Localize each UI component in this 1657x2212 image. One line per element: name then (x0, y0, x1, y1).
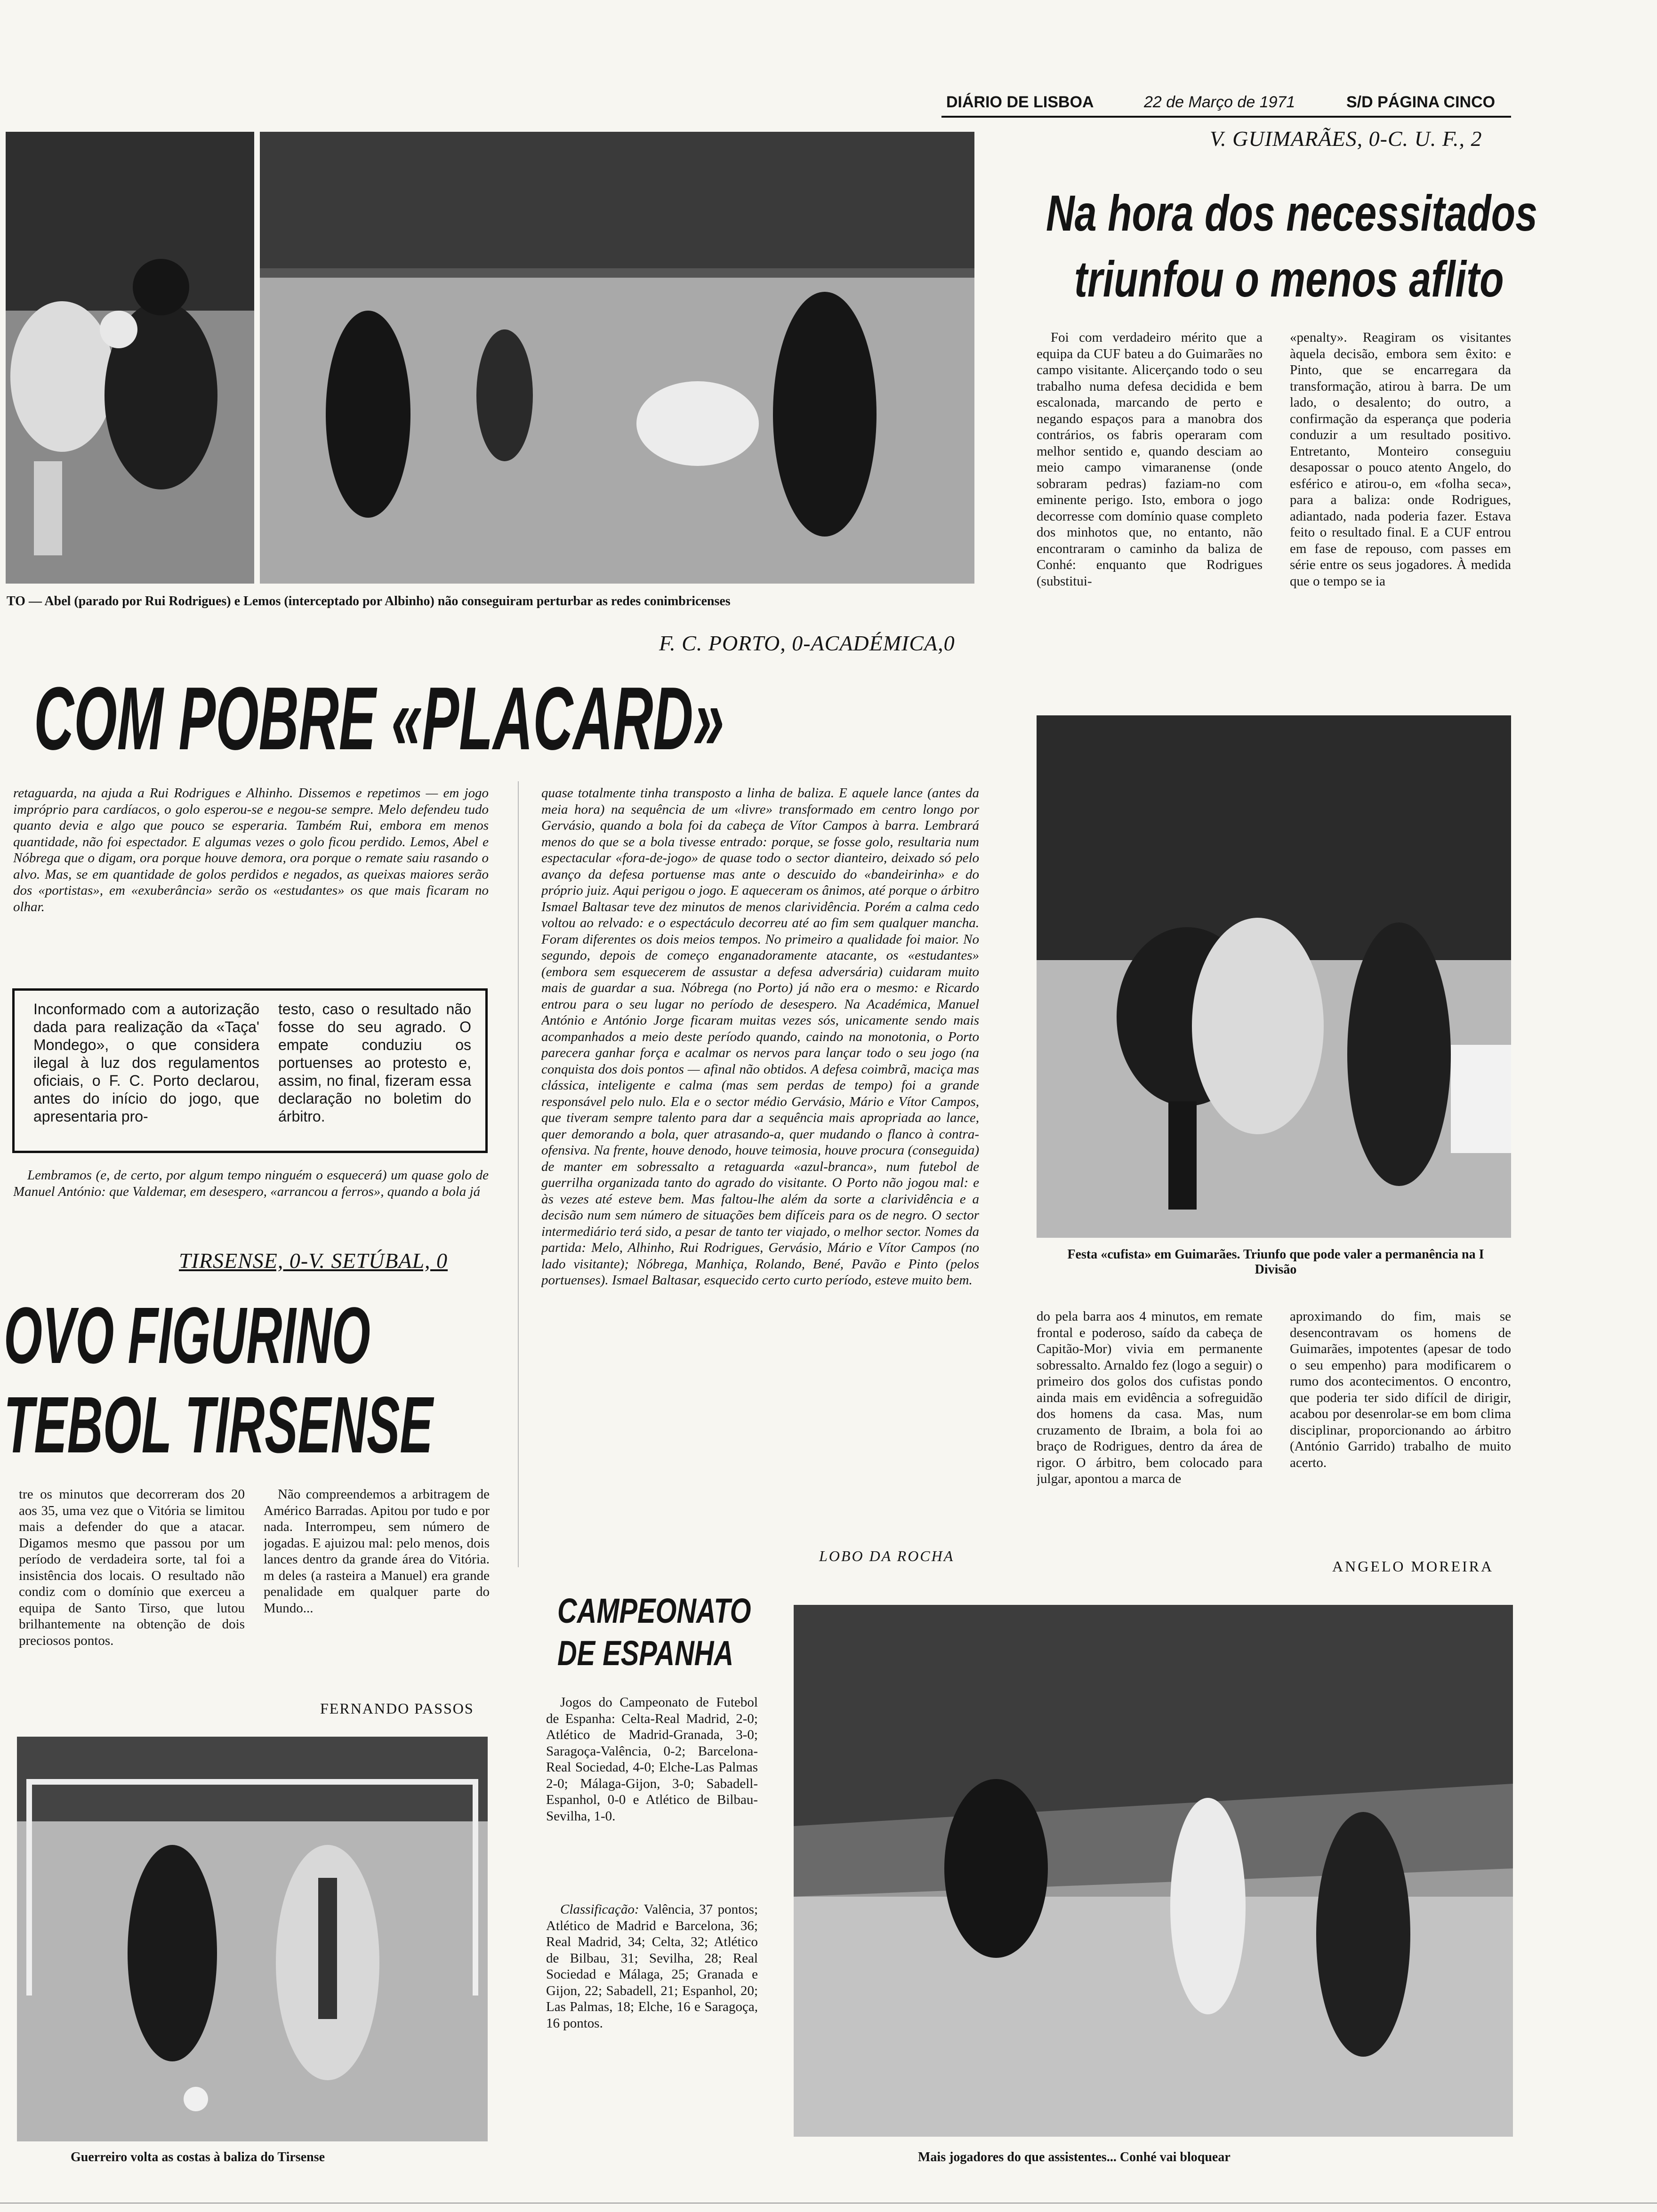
masthead (946, 93, 1511, 114)
guimaraes-col2-text: «penalty». Reagiram os visitantes àquela decisão, embora sem êxito: e Pinto, que se encarregara da transformação, atirou à barra. De um lado, o desalento; do outro, a confirmação da esperança que poderia conduzir a um resultado positivo. Entretanto, Monteiro conseguiu desapossar o pouco atento Angelo, do esférico e atirou-o, em «folha seca», para a baliza: onde Rodrigues, adiantado, nada poderia fazer. Estava feito o resultado final. E a CUF entrou em fase de repouso, com passes em série entre os seus jogadores. À medida que o tempo se ia (1290, 330, 1511, 589)
espanha-title-1: CAMPEONATO (557, 1591, 751, 1630)
espanha-photo-caption: Mais jogadores do que assistentes... Conhé vai bloquear (918, 2150, 1231, 2164)
porto-col1-end (13, 1167, 489, 1233)
porto-author: LOBO DA ROCHA (819, 1547, 955, 1564)
page-bottom-rule (0, 2203, 1657, 2204)
tirsense-author: FERNANDO PASSOS (320, 1700, 474, 1717)
masthead-page: S/D PÁGINA CINCO (1346, 93, 1496, 111)
espanha-standings (546, 1901, 758, 2165)
tirsense-headline-1: OVO FIGURINO (4, 1291, 370, 1380)
guimaraes-photo (1037, 715, 1511, 1238)
guimaraes-headline-2: triunfou o menos aflito (1074, 250, 1504, 307)
guimaraes-col1 (1037, 329, 1263, 706)
porto-box-col1: Inconformado com a autorização dada para realização da «Taça' Mondego», o que considera ilegal à luz dos regulamentos oficiais, o F. C. Porto declarou, antes do início do jogo, que apresentaria pro- (33, 1001, 259, 1125)
porto-col2 (541, 785, 979, 1543)
porto-col1 (13, 785, 489, 983)
guimaraes-col3-text: do pela barra aos 4 minutos, em remate frontal e poderoso, saído da cabeça de Capitão-Mor) vivia em permanente sobressalto. Arnaldo fez (logo a seguir) o primeiro dos golos dos cufistas pondo ainda mais em evidência a sofreguidão dos homens da casa. Mas, num cruzamento de Ibraim, a bola foi ao braço de Rodrigues, dentro da área de rigor. O árbitro, bem colocado para julgar, apontou a marca de (1037, 1309, 1263, 1486)
tirsense-photo-caption: Guerreiro volta as costas à baliza do Tirsense (71, 2150, 325, 2164)
tirsense-col2-text: Não compreendemos a arbitragem de Américo Barradas. Apitou por tudo e por nada. Interrompeu, sem número de jogadas. E ajuizou mal: pelo menos, dois lances dentro da grande área do Vitória. m deles (a rasteira a Manuel) era grande penalidade em qualquer parte do Mundo... (264, 1487, 490, 1616)
porto-kicker: F. C. PORTO, 0-ACADÉMICA,0 (659, 631, 955, 655)
guimaraes-col3 (1037, 1308, 1263, 1591)
tirsense-photo (17, 1737, 488, 2141)
tirsense-kicker: TIRSENSE, 0-V. SETÚBAL, 0 (179, 1249, 448, 1273)
guimaraes-kicker: V. GUIMARÃES, 0-C. U. F., 2 (1210, 127, 1482, 151)
espanha-results-text: Jogos do Campeonato de Futebol de Espanha: Celta-Real Madrid, 2-0; Atlético de Madrid-Granada, 3-0; Saragoça-Valência, 0-2; Barcelona-Real Sociedad, 4-0; Elche-Las Palmas 2-0; Málaga-Gijon, 3-0; Sabadell-Espanhol, 0-0 e Atlético de Bilbau-Sevilha, 1-0. (546, 1695, 758, 1824)
tirsense-col2 (264, 1486, 490, 1693)
guimaraes-col1-text: Foi com verdadeiro mérito que a equipa da CUF bateu a do Guimarães no campo visitante. Alicerçando todo o seu trabalho numa defesa decidida e bem escalonada, marcando de perto e negando espaços para a manobra dos contrários, os fabris operaram com melhor sentido e, quando desciam ao meio campo vimaranense (onde sobraram pedras) faziam-no com eminente perigo. Isto, embora o jogo decorresse com domínio quase completo dos minhotos que, no entanto, não encontraram o caminho da baliza de Conhé: enquanto que Rodrigues (substitui- (1037, 330, 1263, 589)
espanha-standings-text: Valência, 37 pontos; Atlético de Madrid e Barcelona, 36; Real Madrid, 34; Celta, 32; Atlético de Bilbau, 31; Sevilha, 28; Real Sociedad e Málaga, 25; Granada e Gijon, 22; Sabadell, 21; Espanhol, 20; Las Palmas, 18; Elche, 16 e Saragoça, 16 pontos. (546, 1902, 758, 2031)
porto-photo-left (6, 132, 254, 584)
porto-col-divider (518, 781, 519, 1567)
espanha-photo (794, 1605, 1513, 2137)
porto-protest-box (12, 988, 488, 1153)
tirsense-col1-text: tre os minutos que decorreram dos 20 aos 35, uma vez que o Vitória se limitou mais a defender do que a atacar. Digamos mesmo que passou por um período de verdadeira sorte, tal foi a insistência dos locais. O resultado não condiz com o domínio que exerceu a equipa de Santo Tirso, que lutou brilhantemente na obtenção de dois preciosos pontos. (19, 1487, 245, 1648)
guimaraes-author: ANGELO MOREIRA (1332, 1558, 1494, 1575)
porto-photo-caption: TO — Abel (parado por Rui Rodrigues) e Lemos (interceptado por Albinho) não conseguiram perturbar as redes conimbricenses (7, 594, 731, 609)
guimaraes-col2 (1290, 329, 1511, 706)
espanha-class-label: Classificação: (560, 1902, 639, 1917)
guimaraes-headline-1: Na hora dos necessitados (1046, 184, 1537, 241)
porto-col1-text: retaguarda, na ajuda a Rui Rodrigues e Alhinho. Dissemos e repetimos — em jogo impróprio para cardíacos, o golo esperou-se e negou-se sempre. Melo defendeu tudo quanto devia e algo que pouco se esperaria. Também Rui, embora em menos quantidade, não foi espectador. E algumas vezes o golo ficou perdido. Lemos, Abel e Nóbrega que o digam, ora porque houve demora, ora porque o remate saiu rasando o alvo. Mas, se em quantidade de golos perdidos e negados, as queixas maiores serão dos «portistas», em «exuberância» serão os «estudantes» os que mais ficaram no olhar. (13, 785, 489, 914)
porto-col2-text: quase totalmente tinha transposto a linha de baliza. E aquele lance (antes da meia hora) na sequência de um «livre» transformado em centro longo por Gervásio, quando a bola foi da cabeça de Vítor Campos à barra. Lembrará menos do que se a bola tivesse entrado: porque, se fosse golo, resultaria num espectacular «fora-de-jogo» de quase todo o sector dianteiro, deixado só pelo avanço da defesa portuense mas ante o descuido do «bandeirinha» e do próprio juiz. Aqui perigou o jogo. E aqueceram os ânimos, até porque o árbitro Ismael Baltasar teve dez minutos de menos clarividência. Porém a calma cedo voltou ao relvado: e o espectáculo decorreu até ao fim sem qualquer mancha. Foram diferentes os dois meios tempos. No primeiro a qualidade foi maior. No segundo, depois de começo enganadoramente atacante, os «estudantes» (embora sem esquecerem de assustar a defesa adversária) cuidaram muito mais de guardar a sua. Nóbrega (no Porto) já não era o mesmo: e Ricardo entrou para o seu lugar no período de desespero. Na Académica, Manuel António e António Jorge ficaram muitas vezes sós, unicamente sendo mais acompanhados a meio deste período quando, caindo na monotonia, o Porto parecera ganhar força e acalmar os nervos para lançar todo o seu jogo (na conquista dos dois pontos — afinal não obtidos. A defesa coimbrã, maciça mas clássica, inteligente e calma (mas sem perdas de tempo) foi a grande responsável pelo nulo. Ela e o sector médio Gervásio, Mário e Vítor Campos, que tiveram sempre talento para dar a sequência mais apropriada ao lance, quer demorando a bola, quer atrasando-a, quer mudando o flanco à contra-ofensiva. Na frente, houve denodo, houve teimosia, houve procura (conseguida) de manter em sobressalto a retaguarda «azul-branca», num futebol de guerrilha organizada tanto do agrado do visitante. O Porto não jogou mal: e às vezes até esteve bem. Mas faltou-lhe além da sorte a clarividência e a decisão num sem número de situações bem difíceis para os de negro. O sector intermediário terá sido, a pesar de tanto ter viajado, o melhor sector. Nomes da partida: Melo, Alhinho, Rui Rodrigues, Gervásio, Mário e Vítor Campos (no lado visitante); Nóbrega, Manhiça, Rolando, Bené, Pavão e Pinto (pelos portuenses). Ismael Baltasar, esquecido certo curto período, esteve muito bem. (541, 785, 979, 1288)
porto-col1-end-text: Lembramos (e, de certo, por algum tempo ninguém o esquecerá) um quase golo de Manuel António: que Valdemar, em desespero, «arrancou a ferros», quando a bola já (13, 1168, 489, 1199)
guimaraes-col4-text: aproximando do fim, mais se desencontravam os homens de Guimarães, impotentes (apesar de todo o seu empenho) para modificarem o rumo dos acontecimentos. O encontro, que poderia ter sido difícil de dirigir, acabou por desenrolar-se em bom clima disciplinar, proporcionando ao árbitro (António Garrido) trabalho de muito acerto. (1290, 1309, 1511, 1470)
espanha-title-2: DE ESPANHA (557, 1634, 734, 1673)
masthead-paper: DIÁRIO DE LISBOA (946, 93, 1094, 111)
tirsense-headline-2: TEBOL TIRSENSE (4, 1380, 433, 1470)
porto-headline: COM POBRE «PLACARD» (34, 669, 724, 769)
porto-photo-main (260, 132, 974, 584)
porto-box-col2: testo, caso o resultado não fosse do seu agrado. O empate conduziu os portuenses ao protesto e, assim, no final, fizeram essa declaração no boletim do árbitro. (278, 1001, 471, 1125)
masthead-rule (941, 116, 1511, 118)
masthead-date: 22 de Março de 1971 (1144, 93, 1295, 111)
tirsense-col1 (19, 1486, 245, 1722)
guimaraes-col4 (1290, 1308, 1511, 1553)
espanha-results (546, 1694, 758, 1892)
guimaraes-photo-caption: Festa «cufista» em Guimarães. Triunfo que pode valer a permanência na I Divisão (1067, 1247, 1484, 1277)
